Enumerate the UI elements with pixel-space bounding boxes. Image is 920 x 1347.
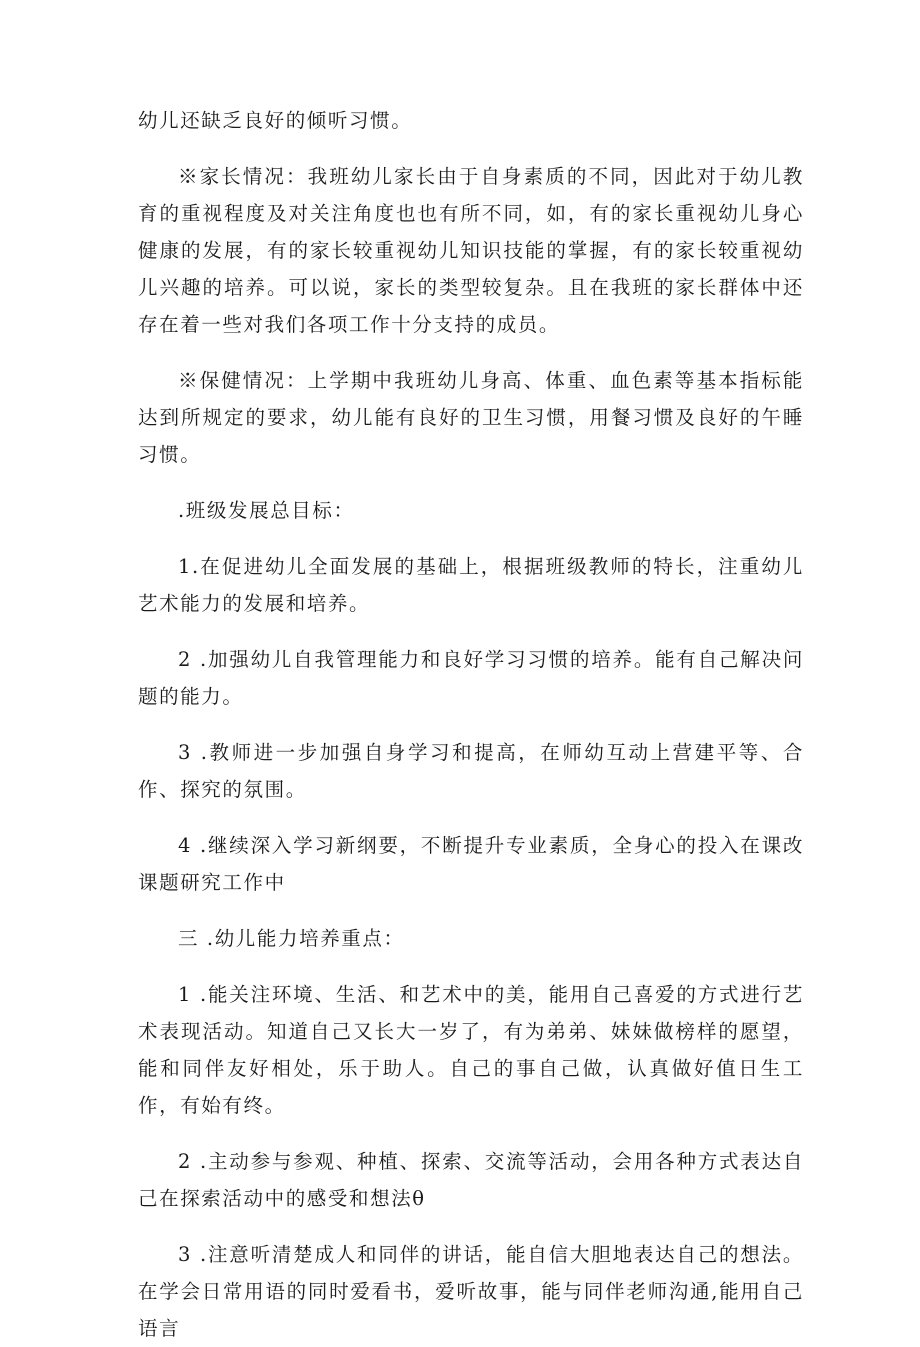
goal-item-2: 2 .加强幼儿自我管理能力和良好学习习惯的培养。能有自己解决问题的能力。 bbox=[138, 648, 804, 708]
goal-item-4: 4 .继续深入学习新纲要，不断提升专业素质，全身心的投入在课改课题研究工作中 bbox=[138, 834, 804, 894]
paragraph-continuation: 幼儿还缺乏良好的倾听习惯。 bbox=[138, 109, 413, 132]
ability-item-2: 2 .主动参与参观、种植、探索、交流等活动，会用各种方式表达自己在探索活动中的感受和想法θ bbox=[138, 1150, 804, 1210]
paragraph-parent-situation: ※家长情况：我班幼儿家长由于自身素质的不同，因此对于幼儿教育的重视程度及对关注角度也也有所不同，如，有的家长重视幼儿身心健康的发展，有的家长较重视幼儿知识技能的掌握，有的家长较重视幼儿兴趣的培养。可以说，家长的类型较复杂。且在我班的家长群体中还存在着一些对我们各项工作十分支持的成员。 bbox=[138, 165, 804, 336]
paragraph-health-situation: ※保健情况：上学期中我班幼儿身高、体重、血色素等基本指标能达到所规定的要求，幼儿能有良好的卫生习惯，用餐习惯及良好的午睡习惯。 bbox=[138, 369, 804, 466]
goal-item-1: 1.在促进幼儿全面发展的基础上，根据班级教师的特长，注重幼儿艺术能力的发展和培养。 bbox=[138, 555, 804, 615]
heading-class-goals: .班级发展总目标： bbox=[178, 499, 355, 522]
goal-item-3: 3 .教师进一步加强自身学习和提高，在师幼互动上营建平等、合作、探究的氛围。 bbox=[138, 741, 804, 801]
document-body bbox=[138, 102, 804, 1347]
ability-item-1: 1 .能关注环境、生活、和艺术中的美，能用自己喜爱的方式进行艺术表现活动。知道自己又长大一岁了，有为弟弟、妹妹做榜样的愿望，能和同伴友好相处，乐于助人。自己的事自己做，认真做好值日生工作，有始有终。 bbox=[138, 983, 804, 1117]
ability-item-3: 3 .注意听清楚成人和同伴的讲话，能自信大胆地表达自己的想法。在学会日常用语的同时爱看书，爱听故事，能与同伴老师沟通,能用自己语言 bbox=[138, 1243, 804, 1340]
heading-ability-focus: 三 .幼儿能力培养重点： bbox=[178, 927, 405, 950]
